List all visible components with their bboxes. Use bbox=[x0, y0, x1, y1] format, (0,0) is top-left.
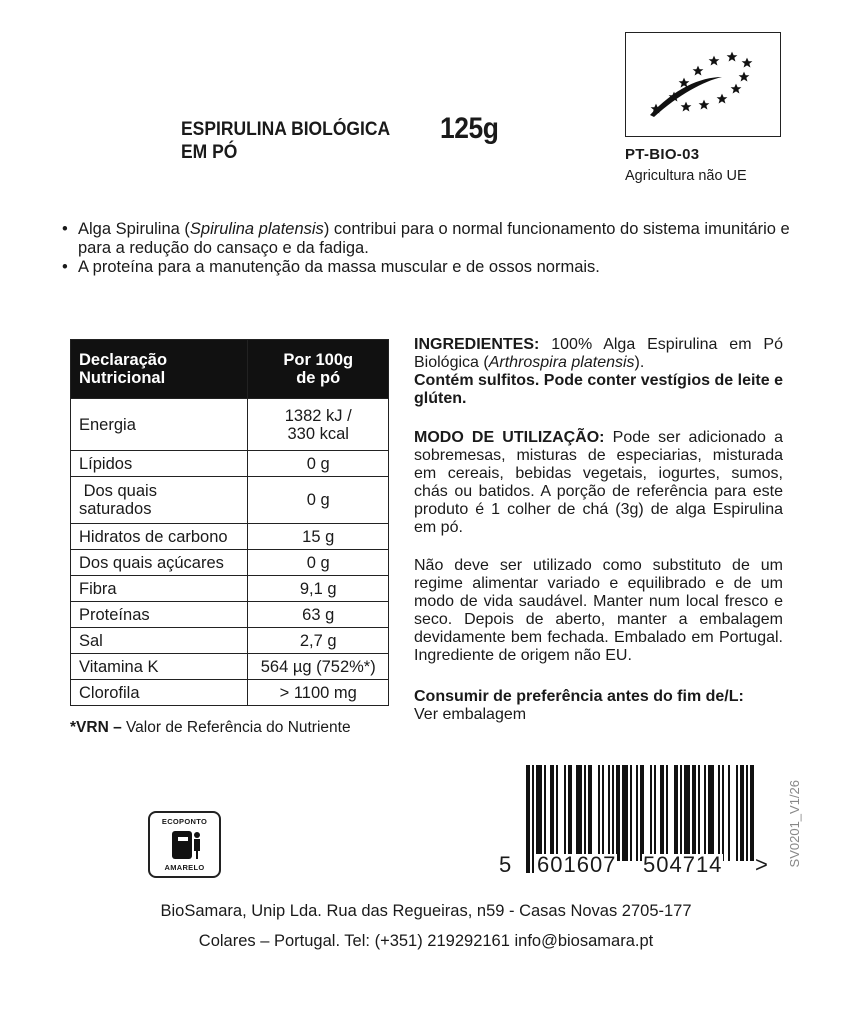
vrn-footnote bbox=[70, 719, 351, 737]
nutrition-header-row bbox=[71, 340, 389, 399]
address-line-1: BioSamara, Unip Lda. Rua das Regueiras, n59 - Casas Novas 2705-177 bbox=[160, 902, 692, 920]
ingredients-text: 100% Alga Espirulina em Pó Biológica ( bbox=[414, 336, 783, 371]
claim-text: A proteína para a manutenção da massa muscular e de ossos normais. bbox=[78, 258, 600, 276]
nutrient-value: > 1100 mg bbox=[248, 680, 389, 706]
nutrient-value: 9,1 g bbox=[248, 576, 389, 602]
nutrient-value: 15 g bbox=[248, 524, 389, 550]
nutrient-value: 0 g bbox=[248, 550, 389, 576]
nutrient-label: Sal bbox=[71, 628, 248, 654]
ecoponto-color: AMARELO bbox=[164, 863, 205, 872]
version-code: SV0201_V1/26 bbox=[787, 780, 802, 868]
usage-heading: MODO DE UTILIZAÇÃO: bbox=[414, 429, 605, 446]
nutrient-value: 0 g bbox=[248, 477, 389, 524]
recycling-bin-icon bbox=[148, 811, 221, 878]
ingredients-heading: INGREDIENTES: bbox=[414, 336, 540, 353]
best-before-heading: Consumir de preferência antes do fim de/L: bbox=[414, 688, 744, 705]
nutrient-label: Hidratos de carbono bbox=[71, 524, 248, 550]
barcode-digits bbox=[498, 852, 773, 880]
nutrient-value: 2,7 g bbox=[248, 628, 389, 654]
bullet: • bbox=[62, 258, 68, 276]
table-row bbox=[71, 477, 389, 524]
ingredients-section bbox=[414, 336, 783, 408]
health-claims bbox=[62, 220, 802, 277]
nutrient-value: 1382 kJ / 330 kcal bbox=[248, 399, 389, 451]
vrn-abbrev: *VRN – bbox=[70, 719, 122, 736]
ecoponto-label: ECOPONTO bbox=[161, 817, 208, 826]
table-row bbox=[71, 524, 389, 550]
nutrient-label: Proteínas bbox=[71, 602, 248, 628]
table-row bbox=[71, 628, 389, 654]
nutrient-label: Lípidos bbox=[71, 451, 248, 477]
table-row bbox=[71, 451, 389, 477]
nutrient-label: Clorofila bbox=[71, 680, 248, 706]
usage-section bbox=[414, 429, 783, 537]
claim-species: Spirulina platensis bbox=[189, 220, 324, 238]
best-before-section bbox=[414, 688, 783, 724]
storage-notice: Não deve ser utilizado como substituto de um regime alimentar variado e equilibrado e de um modo de vida saudável. Manter num local fresco e seco. Depois de aberto, manter a embalagem devidamente bem fechada. Embalado em Portugal. Ingrediente de origem não EU. bbox=[414, 557, 783, 664]
eu-organic-leaf-icon bbox=[625, 32, 781, 137]
table-row bbox=[71, 550, 389, 576]
nutrient-label: Vitamina K bbox=[71, 654, 248, 680]
product-title-line1: ESPIRULINA BIOLÓGICA bbox=[181, 119, 391, 140]
certification-origin: Agricultura não UE bbox=[625, 168, 747, 184]
nutrition-table bbox=[70, 339, 389, 706]
allergen-warning: Contém sulfitos. Pode conter vestígios de leite e glúten. bbox=[414, 372, 783, 407]
table-row bbox=[71, 680, 389, 706]
claim-item bbox=[62, 220, 802, 258]
nutrition-header-label: Declaração Nutricional bbox=[71, 340, 248, 399]
barcode-arrow: > bbox=[755, 852, 768, 877]
product-title-line2: EM PÓ bbox=[181, 142, 238, 163]
product-title bbox=[181, 118, 390, 164]
claim-text: Alga Spirulina ( bbox=[78, 220, 190, 238]
table-row bbox=[71, 654, 389, 680]
vrn-text: Valor de Referência do Nutriente bbox=[121, 719, 351, 736]
nutrient-label: Fibra bbox=[71, 576, 248, 602]
ingredients-text-end: ). bbox=[634, 354, 645, 371]
nutrient-value: 63 g bbox=[248, 602, 389, 628]
usage-text: Pode ser adicionado a sobremesas, misturas de especiarias, misturada em cereais, bebidas vegetais, iogurtes, sumos, chás ou batidos. A porção de referência para este produto é 1 colher de chá (3g) de alga Espirulina em pó. bbox=[414, 429, 784, 536]
claim-item bbox=[62, 258, 802, 277]
nutrition-header-per100g: Por 100g de pó bbox=[248, 340, 389, 399]
nutrient-label: Dos quais açúcares bbox=[71, 550, 248, 576]
nutrient-value: 0 g bbox=[248, 451, 389, 477]
table-row bbox=[71, 602, 389, 628]
certification-code: PT-BIO-03 bbox=[625, 146, 700, 163]
claim-text: ) contribui para o normal funcionamento do sistema imunitário e para a redução do cansaço e da fadiga. bbox=[78, 220, 790, 257]
nutrient-label: Dos quais saturados bbox=[71, 477, 248, 524]
address-line-2: Colares – Portugal. Tel: (+351) 219292161 info@biosamara.pt bbox=[198, 932, 654, 950]
nutrient-label: Energia bbox=[71, 399, 248, 451]
best-before-text: Ver embalagem bbox=[414, 706, 527, 723]
barcode-first-digit: 5 bbox=[499, 852, 512, 877]
product-weight: 125g bbox=[440, 112, 499, 145]
table-row bbox=[71, 576, 389, 602]
barcode-group-2: 504714 bbox=[643, 852, 723, 877]
barcode-group-1: 601607 bbox=[537, 852, 617, 877]
nutrient-value: 564 µg (752%*) bbox=[248, 654, 389, 680]
ingredients-species: Arthrospira platensis bbox=[488, 354, 635, 371]
table-row bbox=[71, 399, 389, 451]
bullet: • bbox=[62, 220, 68, 238]
